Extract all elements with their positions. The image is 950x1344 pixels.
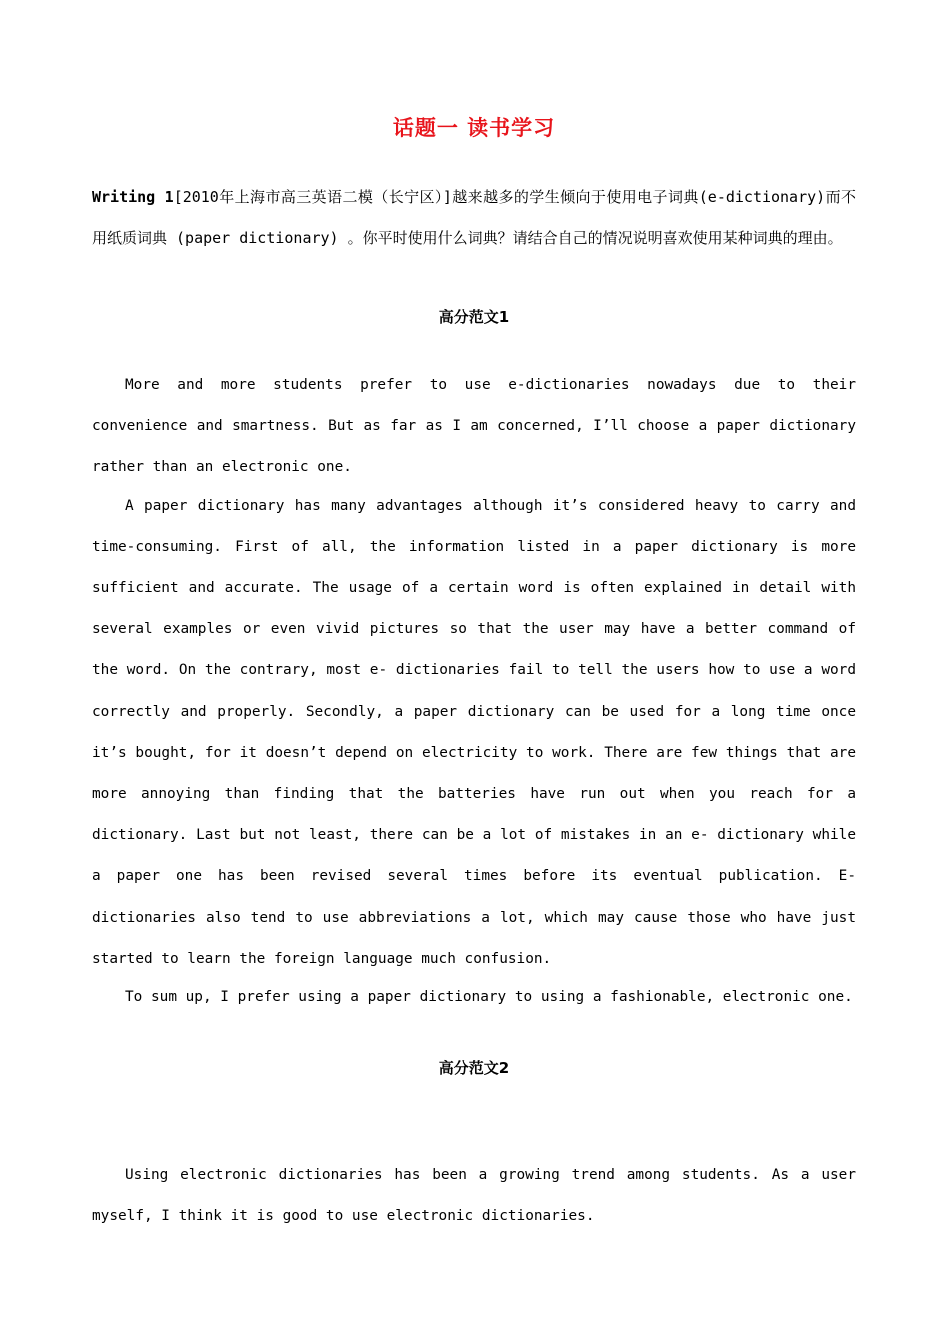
sample-1-essay (92, 365, 856, 1018)
sample-1-paragraph-3: To sum up, I prefer using a paper dictionary to using a fashionable, electronic one. (125, 989, 853, 1006)
sample-2-paragraph-1: Using electronic dictionaries has been a growing trend among students. As a user myself, I think it is good to use electronic dictionaries. (92, 1167, 856, 1225)
prompt-label: Writing 1 (92, 188, 174, 206)
sample-1-paragraph-2: A paper dictionary has many advantages although it’s considered heavy to carry and time-consuming. First of all, the information listed in a paper dictionary is more sufficient and accurate. The usage of a certain word is often explained in detail with several examples or even vivid pictures so that the user may have a better command of the word. On the contrary, most e- dictionaries fail to tell the users how to use a word correctly and properly. Secondly, a paper dictionary can be used for a long time once it’s bought, for it doesn’t depend on electricity to work. There are few things that are more annoying than finding that the batteries have run out when you reach for a dictionary. Last but not least, there can be a lot of mistakes in an e- dictionary while a paper one has been revised several times before its eventual publication. E-dictionaries also tend to use abbreviations a lot, which may cause those who have just started to learn the foreign language much confusion. (92, 497, 856, 967)
prompt-text: [2010年上海市高三英语二模（长宁区）]越来越多的学生倾向于使用电子词典(e-dictionary)而不用纸质词典 (paper dictionary) 。你平时使用什么词典？请结合自己的情况说明喜欢使用某种词典的理由。 (92, 188, 856, 247)
page-title: 话题一 读书学习 (392, 116, 556, 140)
sample-2-heading: 高分范文2 (438, 1059, 510, 1077)
sample-1-paragraph-1: More and more students prefer to use e-dictionaries nowadays due to their convenience and smartness. But as far as I am concerned, I’ll choose a paper dictionary rather than an electronic one. (92, 377, 856, 476)
sample-1-heading: 高分范文1 (438, 308, 510, 326)
writing-prompt (92, 177, 856, 259)
sample-2-essay (92, 1155, 856, 1237)
